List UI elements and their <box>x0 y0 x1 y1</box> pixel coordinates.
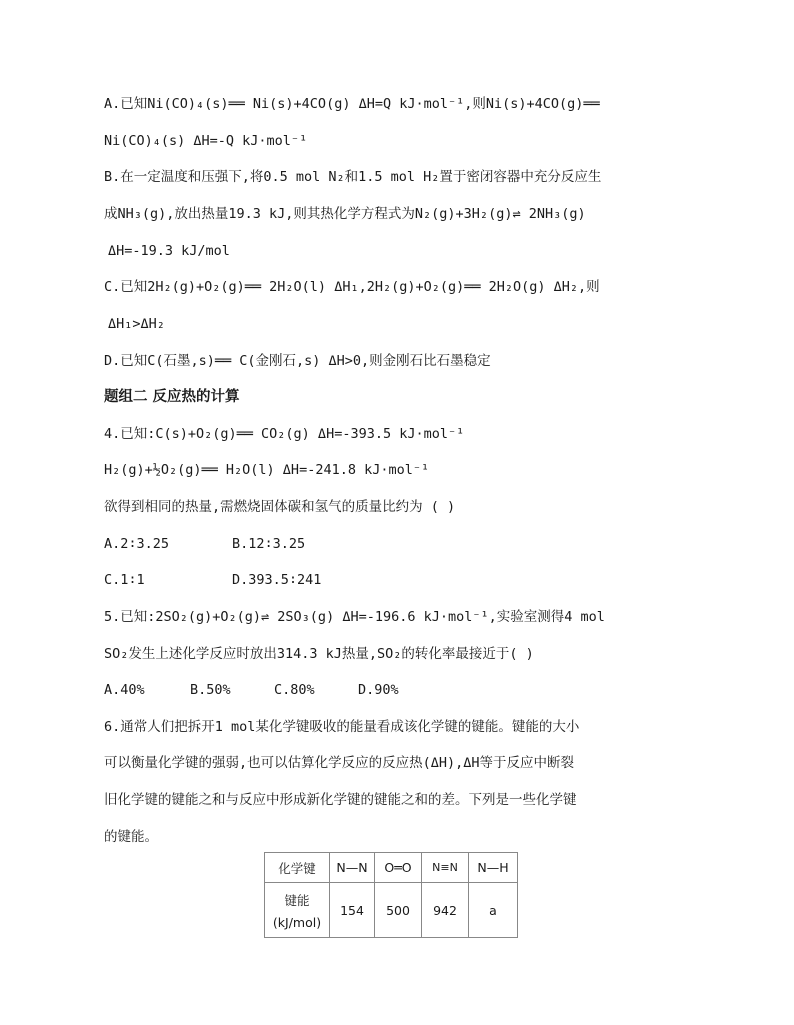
q4-option-b: B.12∶3.25 <box>232 536 306 552</box>
question-6-line-2: 可以衡量化学键的强弱,也可以估算化学反应的反应热(ΔH),ΔH等于反应中断裂 <box>104 755 575 771</box>
q4-option-a: A.2∶3.25 <box>104 536 170 552</box>
q5-option-a: A.40% <box>104 682 145 698</box>
row-label <box>265 883 330 938</box>
header-o-o: O═O <box>375 853 422 883</box>
header-n-h: N—H <box>469 853 518 883</box>
question-6-line-3: 旧化学键的键能之和与反应中形成新化学键的键能之和的差。下列是一些化学键 <box>104 792 577 808</box>
header-n-triple-n: N≡N <box>422 853 469 883</box>
option-c-line-2: ΔH₁>ΔH₂ <box>108 316 165 332</box>
question-4-line-2: H₂(g)+½O₂(g)══ H₂O(l) ΔH=-241.8 kJ·mol⁻¹ <box>104 462 430 478</box>
row-label-line-2: (kJ/mol) <box>272 914 322 930</box>
header-bond: 化学键 <box>265 853 330 883</box>
question-4-line-1: 4.已知:C(s)+O₂(g)══ CO₂(g) ΔH=-393.5 kJ·mol⁻¹ <box>104 426 465 442</box>
option-b-line-2: 成NH₃(g),放出热量19.3 kJ,则其热化学方程式为N₂(g)+3H₂(g)⇌ 2NH₃(g) <box>104 206 586 222</box>
row-label-line-1: 键能 <box>284 892 310 908</box>
bond-energy-table <box>264 852 518 938</box>
value-n-h: a <box>469 883 518 938</box>
question-5-line-2: SO₂发生上述化学反应时放出314.3 kJ热量,SO₂的转化率最接近于( ) <box>104 646 534 662</box>
q5-option-b: B.50% <box>190 682 231 698</box>
question-6-line-4: 的键能。 <box>104 829 158 845</box>
q4-option-c: C.1∶1 <box>104 572 145 588</box>
q5-option-c: C.80% <box>274 682 315 698</box>
section-heading: 题组二 反应热的计算 <box>104 389 240 405</box>
table-row <box>265 883 518 938</box>
question-4-prompt: 欲得到相同的热量,需燃烧固体碳和氢气的质量比约为 ( ) <box>104 499 456 515</box>
option-b-line-3: ΔH=-19.3 kJ/mol <box>108 243 230 259</box>
value-n-triple-n: 942 <box>422 883 469 938</box>
table-header-row <box>265 853 518 883</box>
value-n-n: 154 <box>330 883 375 938</box>
option-a-line-2: Ni(CO)₄(s) ΔH=-Q kJ·mol⁻¹ <box>104 133 308 149</box>
option-b-line-1: B.在一定温度和压强下,将0.5 mol N₂和1.5 mol H₂置于密闭容器中充分反应生 <box>104 169 602 185</box>
header-n-n: N—N <box>330 853 375 883</box>
q4-option-d: D.393.5∶241 <box>232 572 322 588</box>
option-d-line: D.已知C(石墨,s)══ C(金刚石,s) ΔH>0,则金刚石比石墨稳定 <box>104 353 491 369</box>
option-a-line-1: A.已知Ni(CO)₄(s)══ Ni(s)+4CO(g) ΔH=Q kJ·mol⁻¹,则Ni(s)+4CO(g)══ <box>104 96 600 112</box>
q5-option-d: D.90% <box>358 682 399 698</box>
question-5-line-1: 5.已知:2SO₂(g)+O₂(g)⇌ 2SO₃(g) ΔH=-196.6 kJ·mol⁻¹,实验室测得4 mol <box>104 609 605 625</box>
question-6-line-1: 6.通常人们把拆开1 mol某化学键吸收的能量看成该化学键的键能。键能的大小 <box>104 719 580 735</box>
value-o-o: 500 <box>375 883 422 938</box>
option-c-line-1: C.已知2H₂(g)+O₂(g)══ 2H₂O(l) ΔH₁,2H₂(g)+O₂(g)══ 2H₂O(g) ΔH₂,则 <box>104 279 600 295</box>
